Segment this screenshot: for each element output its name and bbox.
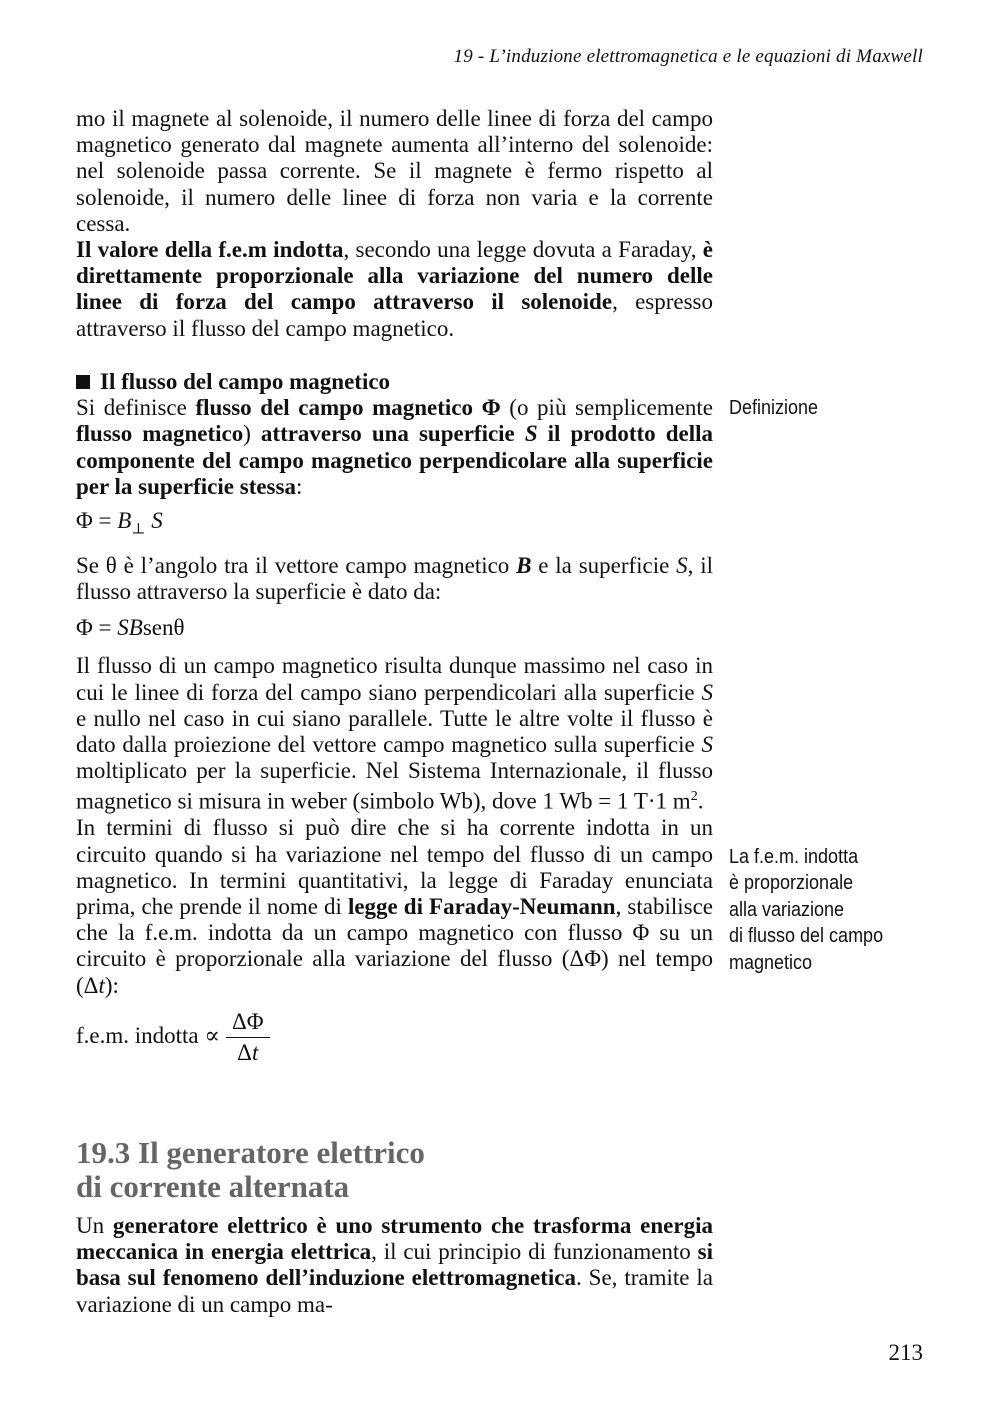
margin-note-fem: La f.e.m. indotta è proporzionale alla variazione di flusso del campo magnetico xyxy=(729,846,884,974)
section-heading-generator: 19.3 Il generatore elettrico di corrente alternata xyxy=(76,1135,425,1204)
paragraph-faraday-neumann: In termini di flusso si può dire che si ha corrente indotta in un circuito quando si ha variazione nel tempo del flusso di un campo magnetico. In termini quantitativi, la legge di Faraday enunciata prima, che prende il nome di legge di Faraday-Neumann, stabilisce che la f.e.m. indotta da un campo magnetico con flusso Φ su un circuito è proporzionale alla variazione del flusso (ΔΦ) nel tempo (Δt): xyxy=(76,815,713,998)
equation-flux-angle: Φ = SBsenθ xyxy=(76,615,185,641)
intro-block xyxy=(76,106,713,342)
paragraph-continuation: mo il magnete al solenoide, il numero delle linee di forza del campo magnetico generato dal magnete aumenta all’interno del solenoide: nel solenoide passa corrente. Se il magnete è fermo rispetto al solenoide, il numero delle linee di forza non varia e la corrente cessa. xyxy=(76,106,713,236)
flux-definition: Si definisce flusso del campo magnetico Φ (o più semplicemente flusso magnetico) attraverso una superficie S il prodotto della componente del campo magnetico perpendicolare alla superficie per la superficie stessa: xyxy=(76,395,714,499)
section-generator xyxy=(76,1213,713,1318)
square-bullet-icon xyxy=(76,375,90,389)
fraction: $\frac{\Delta\Phi}{\Delta t}$ xyxy=(226,1009,270,1066)
paragraph-generator: Un generatore elettrico è uno strumento che trasforma energia meccanica in energia elettrica, il cui principio di funzionamento si basa sul fenomeno dell’induzione elettromagnetica. Se, tramite la variazione di un campo ma- xyxy=(76,1213,713,1317)
equation-faraday-neumann: f.e.m. indotta ∝ $\frac{\Delta\Phi}{\Delta t}$ xyxy=(76,1009,713,1066)
paragraph-angle: Se θ è l’angolo tra il vettore campo magnetico B e la superficie S, il flusso attraverso la superficie è dato da: xyxy=(76,552,714,605)
page-number: 213 xyxy=(888,1340,923,1365)
equation-flux-perpendicular: $\Phi = B_\perp$ S xyxy=(76,508,163,538)
paragraph-faraday-law: Il valore della f.e.m indotta, secondo una legge dovuta a Faraday, è direttamente proporzionale alla variazione del numero delle linee di forza del campo attraverso il solenoide, espresso attraverso il flusso del campo magnetico. xyxy=(76,237,714,341)
running-header: 19 - L’induzione elettromagnetica e le equazioni di Maxwell xyxy=(453,46,923,67)
paragraph-flux-max: Il flusso di un campo magnetico risulta dunque massimo nel caso in cui le linee di forza del campo siano perpendicolari alla superficie S e nullo nel caso in cui siano parallele. Tutte le altre volte il flusso è dato dalla proiezione del vettore campo magnetico sulla superficie S moltiplicato per la superficie. Nel Sistema Internazionale, il flusso magnetico si misura in weber (simbolo Wb), dove 1 Wb = 1 T·1 $m^2$. xyxy=(76,653,713,815)
section-heading: Il flusso del campo magnetico xyxy=(76,369,713,395)
margin-note-definition: Definizione xyxy=(729,397,819,419)
section-flux xyxy=(76,369,713,1066)
